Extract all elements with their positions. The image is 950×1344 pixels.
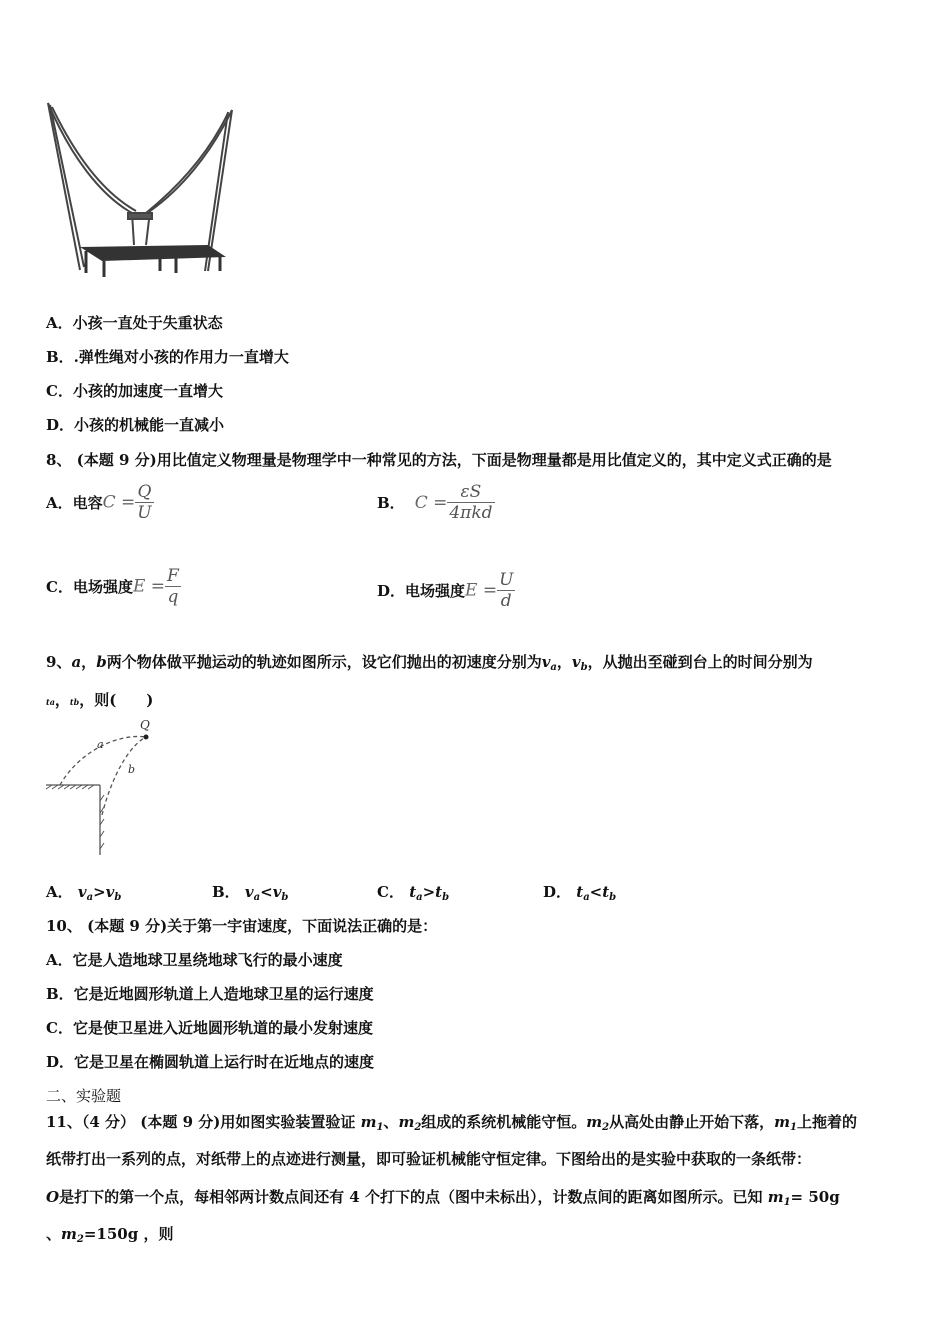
numerator: U — [499, 570, 514, 590]
option-label: A． — [46, 883, 73, 901]
q9-stem — [46, 651, 813, 673]
var-m: m — [398, 1113, 415, 1131]
fraction — [165, 566, 181, 607]
denominator: d — [500, 591, 512, 611]
comma: ， — [81, 653, 97, 671]
var: <t — [589, 883, 610, 901]
q10-option-c: C．它是使卫星进入近地圆形轨道的最小发射速度 — [46, 1019, 373, 1037]
q9-then: ，则( ) — [79, 691, 154, 709]
q9-option-d — [543, 881, 616, 903]
q11-stem: 11、（4 分） (本题 9 分)用如图实验装置验证 — [46, 1113, 356, 1131]
q8-option-d — [377, 570, 515, 611]
subscript: 1 — [376, 1122, 384, 1133]
q8-option-b — [377, 482, 495, 523]
q7-option-b: B．.弹性绳对小孩的作用力一直增大 — [46, 348, 289, 366]
var-m: m — [360, 1113, 377, 1131]
var: t — [409, 883, 417, 901]
q7-option-d: D．小孩的机械能一直减小 — [46, 416, 225, 434]
q9-option-a — [46, 881, 121, 903]
q11-text: 是打下的第一个点，每相邻两计数点间还有 4 个打下的点（图中未标出），计数点间的距离如图所示。已知 — [59, 1188, 763, 1206]
denominator: U — [137, 503, 152, 523]
var-m: m — [61, 1225, 77, 1243]
option-label: D． — [543, 883, 572, 901]
var-tb: tb — [69, 697, 80, 707]
var-a: a — [71, 653, 82, 671]
formula-lhs: E = — [465, 580, 498, 601]
subscript: b — [281, 892, 289, 903]
subscript: a — [416, 892, 423, 903]
var: v — [244, 883, 254, 901]
var-va: v — [541, 653, 551, 671]
subscript: 2 — [76, 1234, 84, 1245]
subscript: a — [86, 892, 94, 903]
subscript: 1 — [790, 1122, 797, 1133]
m1-value: = 50g — [790, 1188, 840, 1206]
var: t — [576, 883, 584, 901]
q8-option-a — [46, 482, 154, 523]
fraction — [497, 570, 515, 611]
q7-option-c: C．小孩的加速度一直增大 — [46, 382, 223, 400]
var-m: m — [774, 1113, 791, 1131]
var: >t — [422, 883, 443, 901]
q11-line1 — [46, 1111, 857, 1133]
projectile-figure — [40, 715, 170, 860]
var-ta: ta — [46, 697, 55, 707]
q8-option-c — [46, 566, 181, 607]
q11-line3 — [46, 1186, 840, 1208]
separator: 、 — [46, 1225, 62, 1243]
comma: ， — [556, 653, 572, 671]
q8-option-b-label: B． — [377, 494, 405, 512]
q11-line2: 纸带打出一系列的点，对纸带上的点迹进行测量，即可验证机械能守恒定律。下图给出的是实验中获取的一条纸带： — [46, 1150, 812, 1168]
subscript: a — [253, 892, 261, 903]
label-b: b — [128, 763, 136, 776]
denominator: q — [167, 587, 179, 607]
q11-line4 — [46, 1223, 173, 1245]
q8-option-a-label: A．电容 — [46, 494, 103, 512]
q10-stem: 10、 (本题 9 分)关于第一宇宙速度，下面说法正确的是： — [46, 917, 438, 935]
section-title: 二、实验题 — [46, 1087, 122, 1105]
q10-option-d: D．它是卫星在椭圆轨道上运行时在近地点的速度 — [46, 1053, 375, 1071]
var-m: m — [767, 1188, 784, 1206]
q9-option-b — [212, 881, 288, 903]
comma: ， — [54, 691, 70, 709]
q9-stem-end: ，从抛出至碰到台上的时间分别为 — [587, 653, 813, 671]
var-m: m — [586, 1113, 603, 1131]
separator: 、 — [383, 1113, 399, 1131]
fraction — [135, 482, 153, 523]
label-Q: Q — [140, 718, 150, 732]
var: >v — [93, 883, 115, 901]
subscript: a — [550, 662, 557, 673]
subscript: 2 — [602, 1122, 610, 1133]
q9-stem-line2 — [46, 689, 153, 710]
subscript: a — [583, 892, 590, 903]
q9-stem-mid: 两个物体做平抛运动的轨迹如图所示，设它们抛出的初速度分别为 — [106, 653, 542, 671]
numerator: εS — [447, 482, 494, 503]
trampoline-figure — [40, 95, 250, 285]
subscript: 1 — [783, 1197, 791, 1208]
q11-text: 上拖着的 — [797, 1113, 858, 1131]
denominator: 4πkd — [449, 503, 493, 523]
fraction — [447, 482, 494, 523]
q7-option-a: A．小孩一直处于失重状态 — [46, 314, 223, 332]
q11-text: 从高处由静止开始下落， — [609, 1113, 775, 1131]
q11-text: 组成的系统机械能守恒。 — [421, 1113, 587, 1131]
q9-number: 9、 — [46, 653, 72, 671]
subscript: 2 — [414, 1122, 422, 1133]
subscript: b — [114, 892, 122, 903]
formula-lhs: C = — [414, 492, 448, 513]
var-O: O — [46, 1188, 60, 1206]
var: <v — [260, 883, 282, 901]
q8-option-c-label: C．电场强度 — [46, 578, 133, 596]
numerator: F — [167, 566, 179, 586]
q8-stem: 8、 (本题 9 分)用比值定义物理量是物理学中一种常见的方法，下面是物理量都是用比值定义的，其中定义式正确的是 — [46, 451, 832, 469]
numerator: Q — [135, 482, 153, 503]
q10-option-b: B．它是近地圆形轨道上人造地球卫星的运行速度 — [46, 985, 374, 1003]
q8-option-d-label: D．电场强度 — [377, 582, 466, 600]
var-vb: v — [571, 653, 581, 671]
m2-value: =150g ，则 — [83, 1225, 174, 1243]
var: v — [77, 883, 87, 901]
subscript: b — [580, 662, 588, 673]
label-a: a — [97, 738, 104, 751]
q9-option-c — [377, 881, 449, 903]
subscript: b — [442, 892, 450, 903]
q10-option-a: A．它是人造地球卫星绕地球飞行的最小速度 — [46, 951, 343, 969]
subscript: b — [609, 892, 617, 903]
var-b: b — [96, 653, 107, 671]
formula-lhs: E = — [132, 576, 166, 597]
formula-lhs: C = — [102, 492, 136, 513]
option-label: B． — [212, 883, 240, 901]
option-label: C． — [377, 883, 404, 901]
